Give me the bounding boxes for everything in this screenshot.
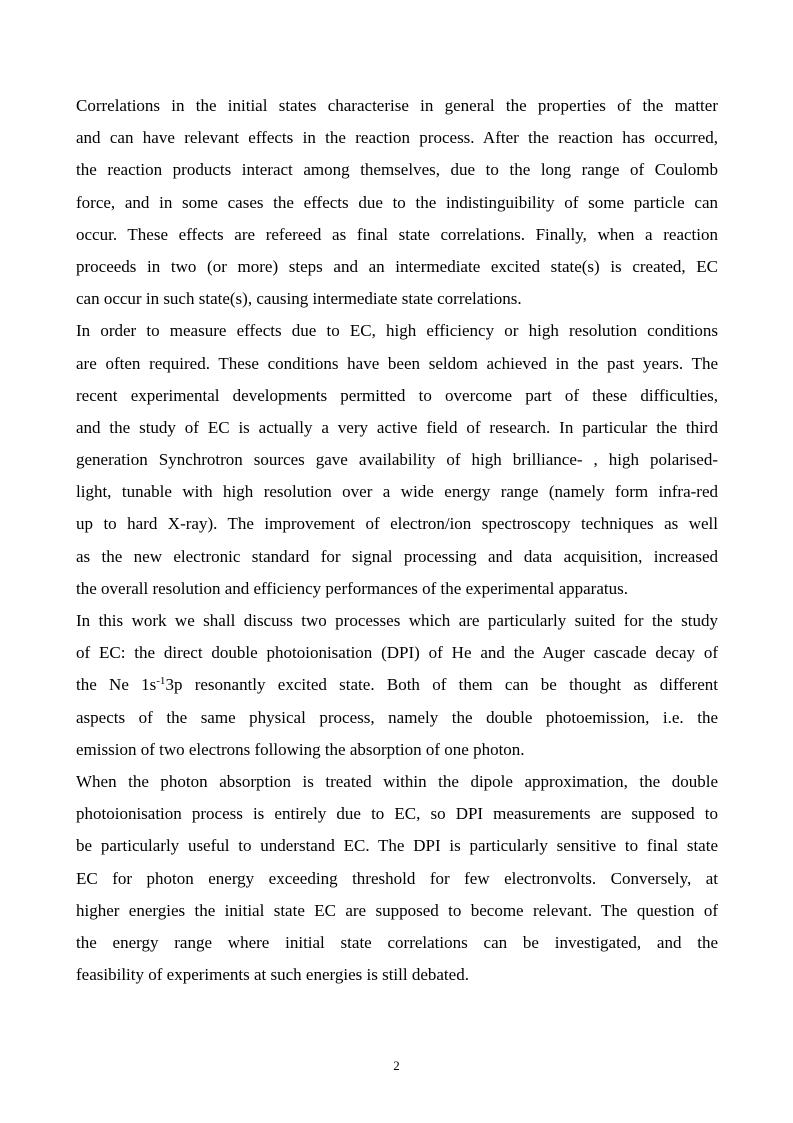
text-line: In order to measure effects due to EC, high efficiency or high resolution conditions [76, 321, 718, 341]
text-line: Correlations in the initial states characterise in general the properties of the matter [76, 96, 718, 115]
text-line: be particularly useful to understand EC. The DPI is particularly sensitive to final state [76, 836, 718, 856]
text-line: and the study of EC is actually a very active field of research. In particular the third [76, 417, 718, 437]
text-line: EC for photon energy exceeding threshold for few electronvolts. Conversely, at [76, 868, 718, 888]
text-line: the energy range where initial state correlations can be investigated, and the [76, 932, 718, 952]
superscript: -1 [156, 675, 166, 688]
text-line: force, and in some cases the effects due to the indistinguibility of some particle can [76, 192, 718, 212]
text-line: and can have relevant effects in the reaction process. After the reaction has occurred, [76, 128, 718, 148]
page-number: 2 [393, 1058, 400, 1073]
text-line: the reaction products interact among themselves, due to the long range of Coulomb [76, 160, 718, 180]
text-line: generation Synchrotron sources gave availability of high brilliance- , high polarised- [76, 450, 718, 470]
body-text [76, 90, 718, 991]
text-segment: 3p resonantly excited state. Both of them can be thought as different [165, 675, 718, 695]
text-line: the overall resolution and efficiency performances of the experimental apparatus. [76, 578, 628, 598]
text-line: In this work we shall discuss two processes which are particularly suited for the study [76, 611, 718, 630]
text-line: proceeds in two (or more) steps and an intermediate excited state(s) is created, EC [76, 256, 718, 276]
text-line: are often required. These conditions have been seldom achieved in the past years. The [76, 353, 718, 373]
paragraph-3 [76, 605, 718, 766]
text-line: feasibility of experiments at such energies is still debated. [76, 965, 469, 985]
text-line-with-superscript [76, 669, 718, 701]
text-segment: the Ne 1s [76, 675, 157, 695]
text-line: as the new electronic standard for signal processing and data acquisition, increased [76, 546, 718, 566]
text-line: up to hard X-ray). The improvement of electron/ion spectroscopy techniques as well [76, 514, 718, 534]
text-line: recent experimental developments permitted to overcome part of these difficulties, [76, 385, 718, 405]
text-line: occur. These effects are refereed as final state correlations. Finally, when a reaction [76, 224, 718, 244]
text-line: emission of two electrons following the absorption of one photon. [76, 739, 525, 759]
text-line: aspects of the same physical process, namely the double photoemission, i.e. the [76, 707, 718, 727]
paragraph-4 [76, 766, 718, 991]
text-line: When the photon absorption is treated within the dipole approximation, the double [76, 771, 718, 791]
text-line: of EC: the direct double photoionisation (DPI) of He and the Auger cascade decay of [76, 643, 718, 663]
paragraph-2 [76, 315, 718, 605]
text-line: photoionisation process is entirely due to EC, so DPI measurements are supposed to [76, 804, 718, 824]
text-line: can occur in such state(s), causing intermediate state correlations. [76, 289, 522, 309]
text-line: light, tunable with high resolution over a wide energy range (namely form infra-red [76, 482, 718, 502]
text-line: higher energies the initial state EC are supposed to become relevant. The question of [76, 900, 718, 920]
paragraph-1 [76, 90, 718, 315]
